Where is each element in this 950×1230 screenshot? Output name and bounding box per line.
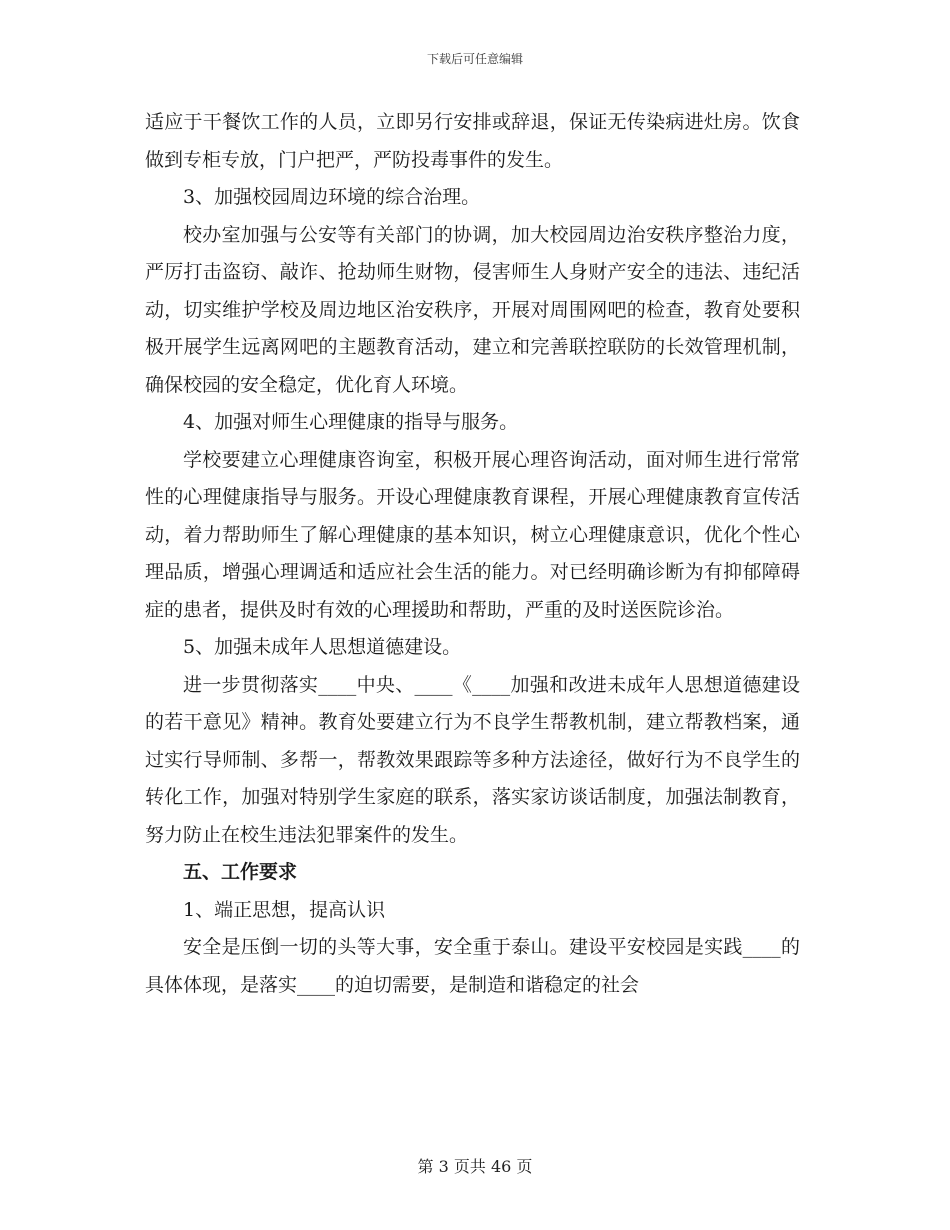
subsection-1-title: 1、端正思想，提高认识 bbox=[183, 898, 386, 921]
page-header: 下载后可任意编辑 bbox=[426, 52, 523, 66]
document-body bbox=[145, 104, 800, 1004]
paragraph-3: 校办室加强与公安等有关部门的协调，加大校园周边治安秩序整治力度，严厉打击盗窃、敲诈、抢劫师生财物，侵害师生人身财产安全的违法、违纪活动，切实维护学校及周边地区治安秩序，开展对周围网吧的检查，教育处要积极开展学生远离网吧的主题教育活动，建立和完善联控联防的长效管理机制，确保校园的安全稳定，优化育人环境。 bbox=[145, 223, 800, 396]
paragraph-5: 学校要建立心理健康咨询室，积极开展心理咨询活动，面对师生进行常常性的心理健康指导与服务。开设心理健康教育课程，开展心理健康教育宣传活动，着力帮助师生了解心理健康的基本知识，树立心理健康意识，优化个性心理品质，增强心理调适和适应社会生活的能力。对已经明确诊断为有抑郁障碍症的患者，提供及时有效的心理援助和帮助，严重的及时送医院诊治。 bbox=[145, 448, 800, 621]
section-5-title: 5、加强未成年人思想道德建设。 bbox=[183, 636, 462, 658]
paragraph-10: 安全是压倒一切的头等大事，安全重于泰山。建设平安校园是实践____的具体体现，是落实____的迫切需要，是制造和谐稳定的社会 bbox=[145, 936, 800, 996]
paragraph-7: 进一步贯彻落实____中央、____《____加强和改进未成年人思想道德建设的若干意见》精神。教育处要建立行为不良学生帮教机制，建立帮教档案，通过实行导师制、多帮一，帮教效果跟踪等多种方法途径，做好行为不良学生的转化工作，加强对特别学生家庭的联系，落实家访谈话制度，加强法制教育，努力防止在校生违法犯罪案件的发生。 bbox=[145, 673, 800, 846]
section-3-title: 3、加强校园周边环境的综合治理。 bbox=[183, 186, 481, 208]
section-4-title: 4、加强对师生心理健康的指导与服务。 bbox=[183, 411, 519, 433]
section-heading-work-requirements: 五、工作要求 bbox=[183, 861, 298, 883]
page-footer: 第 3 页共 46 页 bbox=[417, 1157, 533, 1176]
paragraph-1: 适应于干餐饮工作的人员，立即另行安排或辞退，保证无传染病进灶房。饮食做到专柜专放，门户把严，严防投毒事件的发生。 bbox=[145, 111, 800, 171]
